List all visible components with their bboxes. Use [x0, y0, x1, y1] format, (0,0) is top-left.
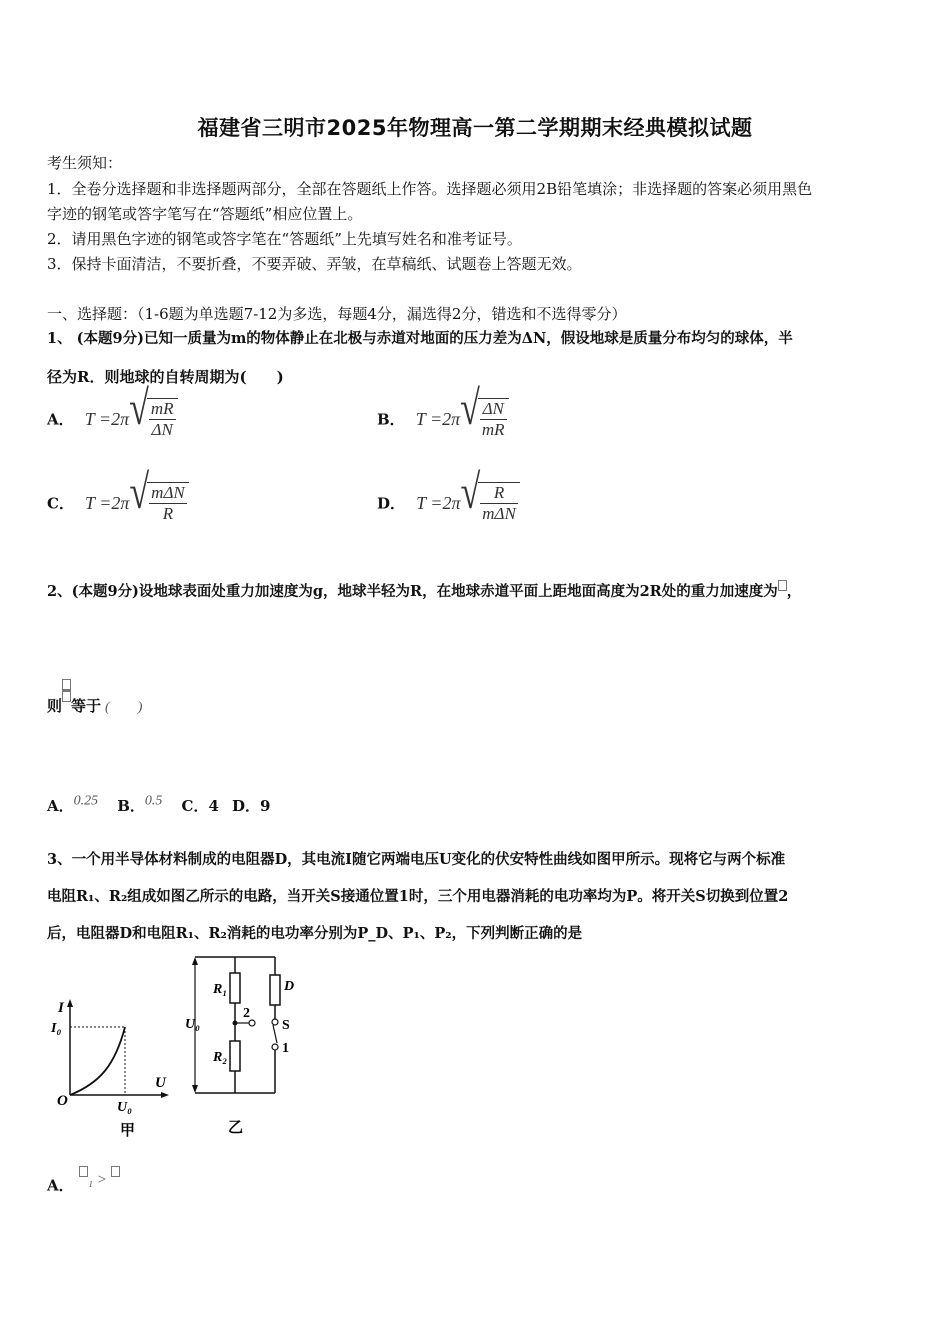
notice-item: 2．请用黑色字迹的钢笔或答字笔在“答题纸”上先填写姓名和准考证号。 — [47, 230, 522, 248]
frac-denominator: R — [162, 504, 174, 523]
q1-option-a[interactable] — [47, 380, 178, 440]
voltage-arrow-up — [192, 957, 198, 965]
fraction-placeholder — [62, 679, 71, 702]
option-label: A． — [47, 410, 74, 429]
figure-caption: 甲 — [120, 1123, 136, 1139]
option-label: D． — [377, 494, 406, 513]
q1-option-c[interactable] — [47, 464, 189, 524]
formula-prefix: T =2π — [415, 408, 461, 429]
frac-denominator: mΔN — [482, 504, 516, 523]
q1-option-b[interactable] — [377, 380, 509, 440]
q2-equals: 等于 — [71, 697, 102, 715]
pos1-label: 1 — [282, 1041, 289, 1056]
q2-stem-line2 — [47, 695, 142, 716]
pos2-label: 2 — [243, 1006, 250, 1021]
switch-blade — [273, 1025, 277, 1043]
iu-curve — [70, 1027, 125, 1095]
q2-paren: ( ) — [105, 700, 143, 715]
q2-then: 则 — [47, 697, 63, 715]
q2-stem-text: 2、(本题9分)设地球表面处重力加速度为g，地球半轻为R，在地球赤道平面上距地面高度为2R处的重力加速度为 — [47, 583, 778, 600]
notice-heading: 考生须知： — [47, 154, 123, 172]
q2-option-c[interactable] — [182, 796, 219, 815]
q3-stem-line3: 后，电阻器D和电阻R₁、R₂消耗的电功率分别为P_D、P₁、P₂，下列判断正确的是 — [47, 925, 583, 942]
frac-numerator: mR — [150, 399, 174, 418]
q3-option-a[interactable] — [47, 1172, 120, 1195]
option-label: D． — [232, 797, 261, 816]
i0-label: I₀ — [51, 1021, 62, 1036]
option-formula — [79, 1172, 120, 1188]
frac-denominator: mR — [481, 420, 505, 439]
sqrt-expression: √ $\frac{\Delta N}{mR}$ — [460, 398, 508, 440]
frac-denominator: ΔN — [151, 420, 173, 439]
notice-item: 字迹的钢笔或答字笔写在“答题纸”相应位置上。 — [47, 205, 363, 223]
option-a-text: ₁ > — [87, 1172, 107, 1188]
sqrt-expression: √ $\frac{\text{mΔN}}{R}$ — [129, 482, 188, 524]
formula-prefix: T =2π — [85, 492, 130, 513]
option-label: C． — [181, 797, 209, 816]
q3-stem-line1: 3、一个用半导体材料制成的电阻器D，其电流I随它两端电压U变化的伏安特性曲线如图甲所示。现将它与两个标准 — [47, 851, 786, 868]
option-value: 0.25 — [73, 794, 99, 809]
switch-label: S — [282, 1018, 290, 1033]
q2-option-b[interactable] — [117, 796, 162, 815]
voltage-label: U₀ — [185, 1017, 200, 1032]
q2-options — [47, 794, 270, 816]
origin-label: O — [57, 1093, 68, 1109]
u0-label: U₀ — [117, 1100, 132, 1115]
option-value: 0.5 — [144, 794, 163, 809]
option-label: C． — [47, 494, 74, 513]
notice-item: 3．保持卡面清洁，不要折叠，不要弄破、弄皱，在草稿纸、试题卷上答题无效。 — [47, 255, 582, 273]
q1-stem-line2: 径为R．则地球的自转周期为( ) — [47, 368, 284, 386]
q2-option-d[interactable] — [232, 796, 270, 815]
q2-comma: ， — [786, 583, 802, 600]
q2-stem-line1 — [47, 580, 801, 601]
sqrt-expression: √ $\frac{mR}{\Delta N}$ — [129, 398, 177, 440]
page-title: 福建省三明市2025年物理高一第二学期期末经典模拟试题 — [197, 116, 753, 140]
voltage-arrow-down — [192, 1085, 198, 1093]
q1-option-d[interactable] — [377, 464, 520, 524]
placeholder-symbol — [778, 580, 787, 591]
q1-stem-line1: 1、 (本题9分)已知一质量为m的物体静止在北极与赤道对地面的压力差为ΔN，假设地球是质量分布均匀的球体，半 — [47, 330, 793, 347]
sqrt-expression: √ $\frac{R}{\text{mΔN}}$ — [460, 482, 519, 524]
circuit-figure — [180, 953, 310, 1138]
switch-contact-1 — [272, 1044, 278, 1050]
y-axis-arrow — [67, 999, 73, 1007]
section-heading: 一、选择题：（1-6题为单选题7-12为多选，每题4分，漏选得2分，错选和不选得零分） — [47, 305, 627, 323]
frac-numerator: R — [480, 483, 518, 504]
resistor-r1 — [230, 973, 240, 1003]
frac-numerator: ΔN — [480, 399, 507, 420]
iu-curve-figure — [45, 995, 175, 1140]
formula-prefix: T =2π — [416, 492, 461, 513]
x-axis-label: U — [155, 1075, 166, 1091]
formula-prefix: T =2π — [84, 408, 130, 429]
figure-caption: 乙 — [228, 1120, 244, 1136]
switch-pivot — [272, 1019, 278, 1025]
x-axis-arrow — [161, 1092, 169, 1098]
q3-stem-line2: 电阻R₁、R₂组成如图乙所示的电路，当开关S接通位置1时，三个用电器消耗的电功率均为P。将开关S切换到位置2 — [47, 888, 789, 905]
option-label: B． — [117, 797, 145, 816]
notice-item: 1．全卷分选择题和非选择题两部分，全部在答题纸上作答。选择题必须用2B铅笔填涂；非选择题的答案必须用黑色 — [47, 180, 813, 198]
resistor-d — [270, 975, 280, 1005]
r1-label: R₁ — [213, 982, 228, 997]
option-label: B． — [377, 410, 405, 429]
resistor-r2 — [230, 1041, 240, 1071]
frac-numerator: mΔN — [151, 483, 185, 502]
option-value: 9 — [260, 797, 271, 816]
r2-label: R₂ — [213, 1050, 228, 1065]
option-value: 4 — [208, 797, 219, 816]
option-label: A． — [47, 1176, 74, 1195]
d-label: D — [284, 979, 295, 994]
q2-option-a[interactable] — [47, 796, 98, 815]
option-label: A． — [47, 797, 74, 816]
y-axis-label: I — [58, 1000, 64, 1016]
